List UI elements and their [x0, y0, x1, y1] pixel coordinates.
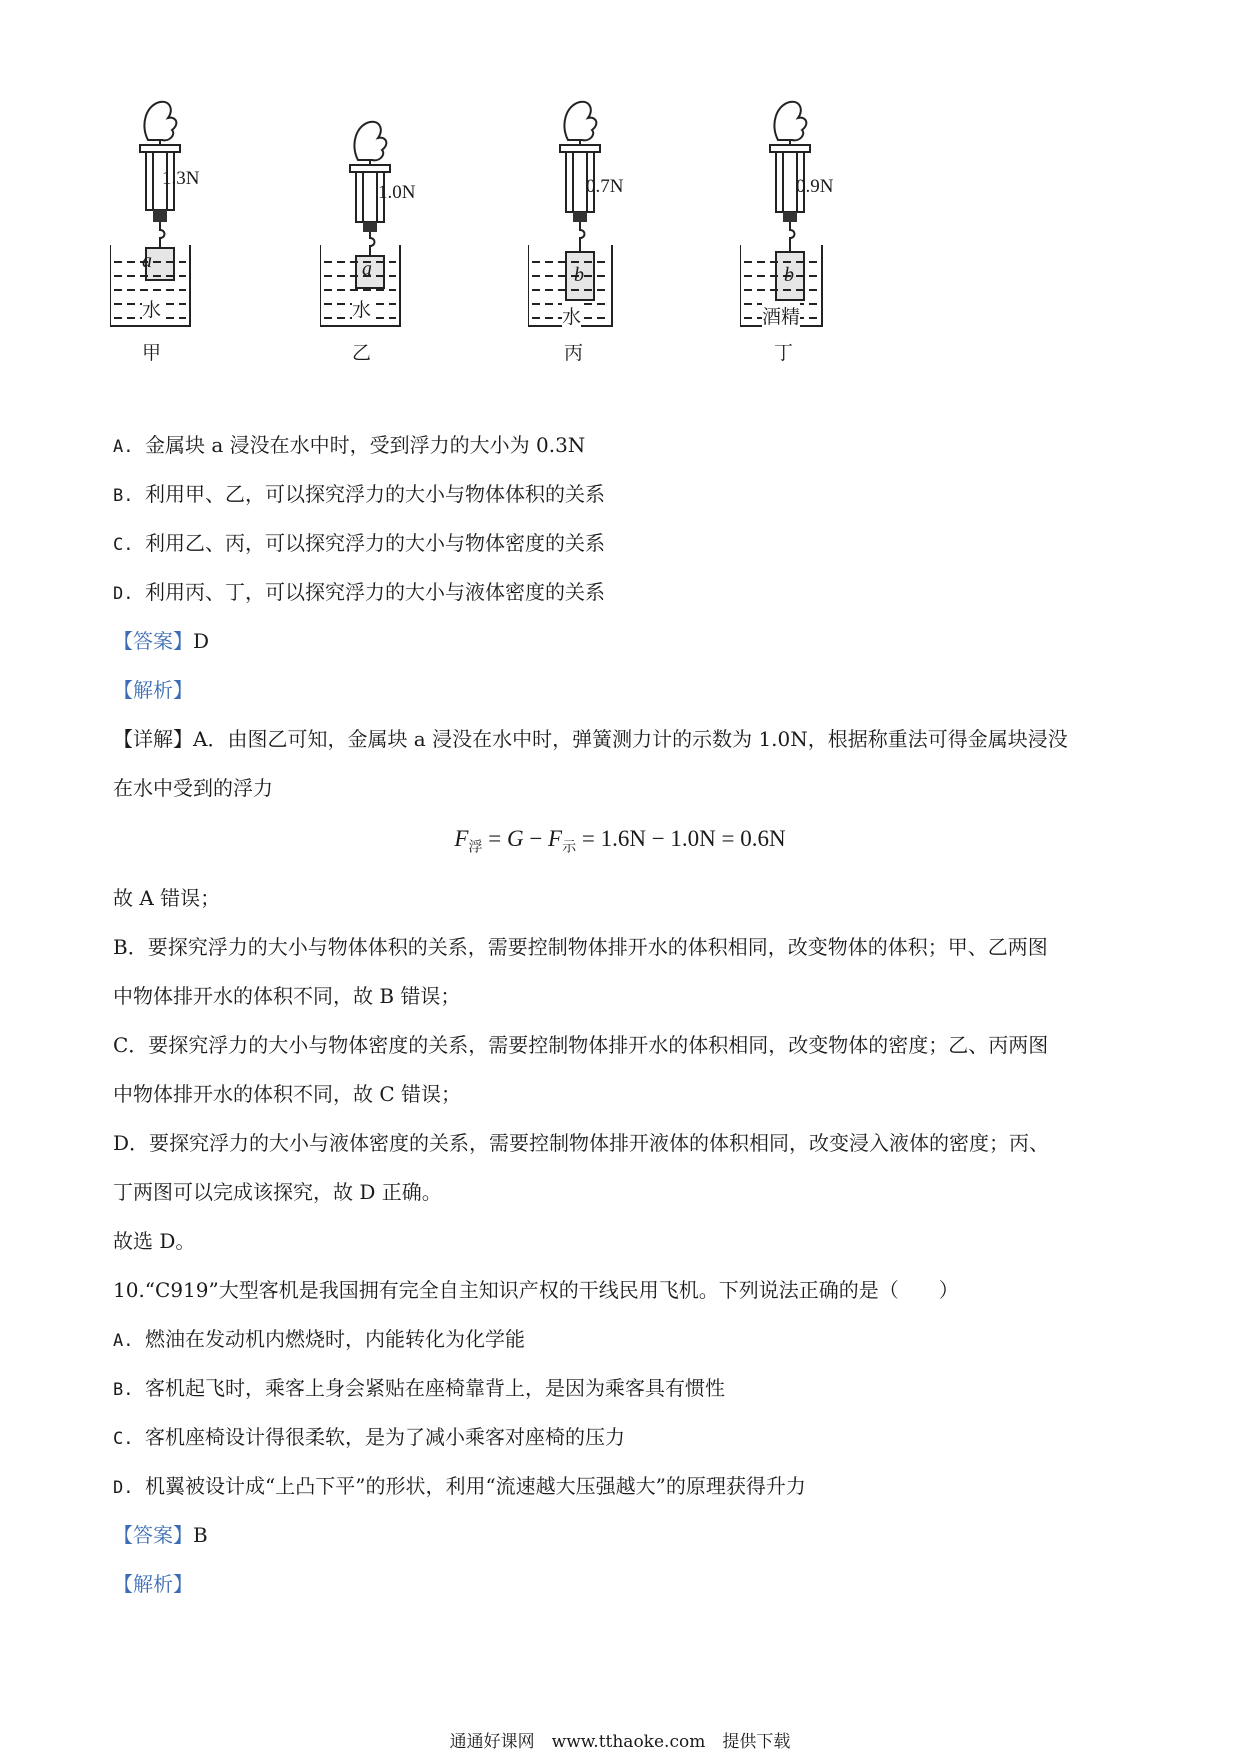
q10-option-b: B. 客机起飞时，乘客上身会紧贴在座椅靠背上，是因为乘客具有惯性: [113, 1376, 725, 1400]
panel-caption: 甲: [142, 342, 162, 364]
scale-reading: 1.0N: [378, 182, 416, 203]
apparatus-yi: [320, 90, 460, 410]
block-label: a: [142, 250, 152, 272]
block-label: b: [574, 264, 584, 286]
scale-reading: 1.3N: [162, 168, 200, 189]
liquid-label: 水: [562, 302, 581, 329]
block-label: a: [362, 258, 372, 280]
spring-scale-diagram: [110, 90, 250, 410]
panel-caption: 丁: [774, 342, 794, 364]
liquid-label: 水: [352, 295, 371, 322]
q9-explain-line: 中物体排开水的体积不同，故 B 错误；: [113, 984, 461, 1008]
q9-detail-line-2: 在水中受到的浮力: [113, 776, 273, 800]
block-label: b: [784, 264, 794, 286]
spring-scale-diagram: [740, 90, 880, 410]
q9-explain-line: C．要探究浮力的大小与物体密度的关系，需要控制物体排开水的体积相同，改变物体的密度；乙、丙两图: [113, 1033, 1049, 1057]
apparatus-bing: [528, 90, 668, 410]
q9-option-a: A. 金属块 a 浸没在水中时，受到浮力的大小为 0.3N: [113, 433, 586, 457]
q10-stem: 10.“C919”大型客机是我国拥有完全自主知识产权的干线民用飞机。下列说法正确的是（ ）: [113, 1278, 959, 1302]
liquid-label: 酒精: [762, 302, 800, 329]
page-footer: 通通好课网 www.tthaoke.com 提供下载: [449, 1732, 791, 1752]
q9-explain-line: 丁两图可以完成该探究，故 D 正确。: [113, 1180, 442, 1204]
buoyancy-formula: $F_浮 = G - F_示 = 1.6N - 1.0N = 0.6N$: [454, 826, 786, 856]
q10-option-c: C. 客机座椅设计得很柔软，是为了减小乘客对座椅的压力: [113, 1425, 625, 1449]
buoyancy-figure: [110, 90, 910, 410]
q9-answer: 【答案】D: [113, 629, 210, 653]
q9-explain-line: D．要探究浮力的大小与液体密度的关系，需要控制物体排开液体的体积相同，改变浸入液体的密度；丙、: [113, 1131, 1050, 1155]
spring-scale-diagram: [528, 90, 668, 410]
apparatus-jia: [110, 90, 250, 410]
q10-answer: 【答案】B: [113, 1523, 208, 1547]
scale-reading: 0.7N: [586, 176, 624, 197]
q9-analysis-label: 【解析】: [113, 678, 193, 702]
q10-option-d: D. 机翼被设计成“上凸下平”的形状，利用“流速越大压强越大”的原理获得升力: [113, 1474, 806, 1498]
q9-option-d: D. 利用丙、丁，可以探究浮力的大小与液体密度的关系: [113, 580, 605, 604]
q9-explain-line: B．要探究浮力的大小与物体体积的关系，需要控制物体排开水的体积相同，改变物体的体积；甲、乙两图: [113, 935, 1048, 959]
q9-explain-line: 故选 D。: [113, 1229, 196, 1253]
q9-option-c: C. 利用乙、丙，可以探究浮力的大小与物体密度的关系: [113, 531, 605, 555]
liquid-label: 水: [142, 295, 161, 322]
scale-reading: 0.9N: [796, 176, 834, 197]
q10-option-a: A. 燃油在发动机内燃烧时，内能转化为化学能: [113, 1327, 525, 1351]
q9-detail-line-1: 【详解】A．由图乙可知，金属块 a 浸没在水中时，弹簧测力计的示数为 1.0N，根据称重法可得金属块浸没: [113, 727, 1068, 751]
q9-option-b: B. 利用甲、乙，可以探究浮力的大小与物体体积的关系: [113, 482, 605, 506]
apparatus-ding: [740, 90, 880, 410]
q9-explain-line: 故 A 错误；: [113, 886, 221, 910]
q10-analysis-label: 【解析】: [113, 1572, 193, 1596]
spring-scale-diagram: [320, 90, 460, 410]
panel-caption: 乙: [352, 342, 372, 364]
q9-explain-line: 中物体排开水的体积不同，故 C 错误；: [113, 1082, 462, 1106]
panel-caption: 丙: [564, 342, 584, 364]
